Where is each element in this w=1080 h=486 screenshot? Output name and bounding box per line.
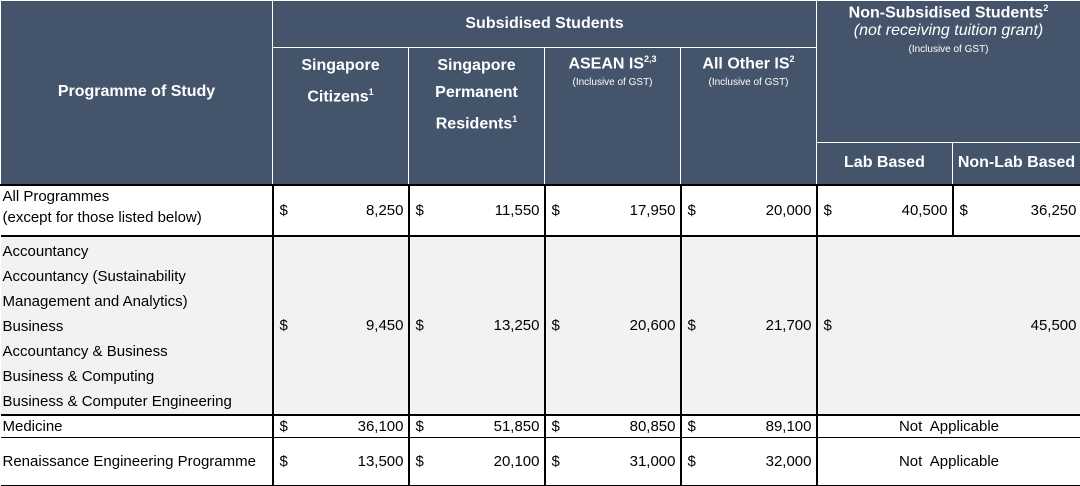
header-non-subsidised-label: Non-Subsidised Students [848, 4, 1044, 22]
header-subsidised-label: Subsidised Students [465, 15, 624, 32]
fee-cell-spr [409, 185, 545, 236]
header-sc-line2: Citizens [307, 88, 369, 106]
header-spr-line1: Singapore [437, 57, 516, 74]
fee-cell-asean [545, 185, 681, 236]
row-label-line: Accountancy & Business [2, 342, 168, 360]
currency-symbol: $ [415, 316, 424, 334]
fee-cell-spr [409, 415, 545, 438]
fee-value: 36,250 [1030, 201, 1077, 219]
fee-value: 80,850 [629, 417, 676, 435]
currency-symbol: $ [279, 201, 288, 219]
row-label-line: Medicine [2, 417, 63, 435]
row-label [1, 438, 273, 486]
header-non-subsidised-note: (not receiving tuition grant) [853, 22, 1044, 40]
header-spr-line3: Residents [435, 115, 513, 133]
fee-cell-sc [273, 185, 409, 236]
row-label-line: All Programmes [2, 187, 110, 205]
fee-cell-nonsub [817, 236, 1080, 415]
currency-symbol: $ [823, 201, 832, 219]
currency-symbol: $ [551, 201, 560, 219]
fee-cell-nonsub [817, 415, 1080, 438]
header-nonlab [953, 143, 1080, 185]
currency-symbol: $ [415, 453, 424, 470]
currency-symbol: $ [415, 201, 424, 219]
header-programme [1, 1, 273, 185]
fee-cell-spr [409, 438, 545, 486]
fee-value: 40,500 [901, 201, 948, 219]
fee-cell-spr [409, 236, 545, 415]
header-subsidised [273, 1, 817, 48]
currency-symbol: $ [415, 417, 424, 435]
currency-symbol: $ [959, 201, 968, 219]
fee-cell-asean [545, 415, 681, 438]
fee-value: 17,950 [629, 201, 676, 219]
currency-symbol: $ [551, 316, 560, 334]
table-row [1, 438, 1080, 486]
row-label [1, 185, 273, 236]
header-spr-sup: 1 [512, 114, 518, 124]
header-other-label: All Other IS [702, 55, 790, 73]
fee-cell-lab [817, 185, 953, 236]
header-sc [273, 48, 409, 185]
row-label-line: (except for those listed below) [2, 208, 202, 226]
header-asean-sup: 2,3 [644, 54, 657, 64]
fee-value: 11,550 [494, 201, 540, 219]
row-label-line: Management and Analytics) [2, 292, 188, 310]
currency-symbol: $ [687, 316, 696, 334]
fee-value: 20,100 [493, 453, 540, 470]
fee-cell-sc [273, 236, 409, 415]
fee-value: 51,850 [493, 417, 540, 435]
header-non-subsidised-gst: (Inclusive of GST) [908, 44, 989, 56]
header-non-subsidised [817, 1, 1080, 143]
row-label [1, 236, 273, 415]
header-asean [545, 48, 681, 185]
fee-value: 32,000 [765, 453, 812, 470]
header-sc-sup: 1 [368, 87, 374, 97]
header-sc-line1: Singapore [301, 57, 380, 74]
header-non-subsidised-sup: 2 [1043, 3, 1049, 13]
fee-value: 31,000 [629, 453, 676, 470]
currency-symbol: $ [279, 453, 288, 470]
header-other-gst: (Inclusive of GST) [708, 77, 789, 89]
fee-value: 8,250 [365, 201, 404, 219]
fee-value: 13,250 [493, 316, 540, 334]
header-nonlab-label: Non-Lab Based [957, 154, 1076, 172]
header-lab [817, 143, 953, 185]
header-asean-gst: (Inclusive of GST) [572, 77, 653, 89]
header-lab-label: Lab Based [844, 154, 925, 172]
fee-cell-other [681, 415, 817, 438]
fee-value: 21,700 [765, 316, 812, 334]
fee-value: 45,500 [1030, 316, 1077, 334]
header-programme-label: Programme of Study [57, 83, 216, 101]
row-label-line: Business [2, 317, 64, 335]
fee-value: 89,100 [765, 417, 812, 435]
fee-cell-asean [545, 236, 681, 415]
header-spr-line2: Permanent [435, 84, 518, 101]
fee-cell-other [681, 438, 817, 486]
fee-cell-asean [545, 438, 681, 486]
currency-symbol: $ [823, 316, 832, 334]
not-applicable-text: Not Applicable [898, 417, 1000, 435]
currency-symbol: $ [279, 417, 288, 435]
fee-value: 20,000 [765, 201, 812, 219]
row-label-line: Business & Computer Engineering [2, 392, 232, 410]
row-label-line: Renaissance Engineering Programme [2, 453, 256, 470]
fee-cell-other [681, 236, 817, 415]
table-row [1, 185, 1080, 236]
not-applicable-text: Not Applicable [898, 453, 1000, 470]
fee-value: 20,600 [629, 316, 676, 334]
currency-symbol: $ [551, 417, 560, 435]
fee-cell-sc [273, 415, 409, 438]
table-row [1, 415, 1080, 438]
fee-value: 36,100 [357, 417, 404, 435]
currency-symbol: $ [687, 453, 696, 470]
row-label [1, 415, 273, 438]
header-spr [409, 48, 545, 185]
row-label-line: Accountancy (Sustainability [2, 267, 186, 285]
table-row [1, 236, 1080, 415]
row-label-line: Accountancy [2, 242, 89, 260]
currency-symbol: $ [279, 316, 288, 334]
currency-symbol: $ [687, 417, 696, 435]
fee-cell-sc [273, 438, 409, 486]
fee-value: 13,500 [357, 453, 404, 470]
row-label-line: Business & Computing [2, 367, 155, 385]
header-other [681, 48, 817, 185]
currency-symbol: $ [687, 201, 696, 219]
currency-symbol: $ [551, 453, 560, 470]
fee-value: 9,450 [365, 316, 404, 334]
fee-cell-nonsub [817, 438, 1080, 486]
header-other-sup: 2 [789, 54, 795, 64]
header-asean-label: ASEAN IS [568, 55, 645, 73]
fee-cell-other [681, 185, 817, 236]
fee-cell-nonlab [953, 185, 1080, 236]
